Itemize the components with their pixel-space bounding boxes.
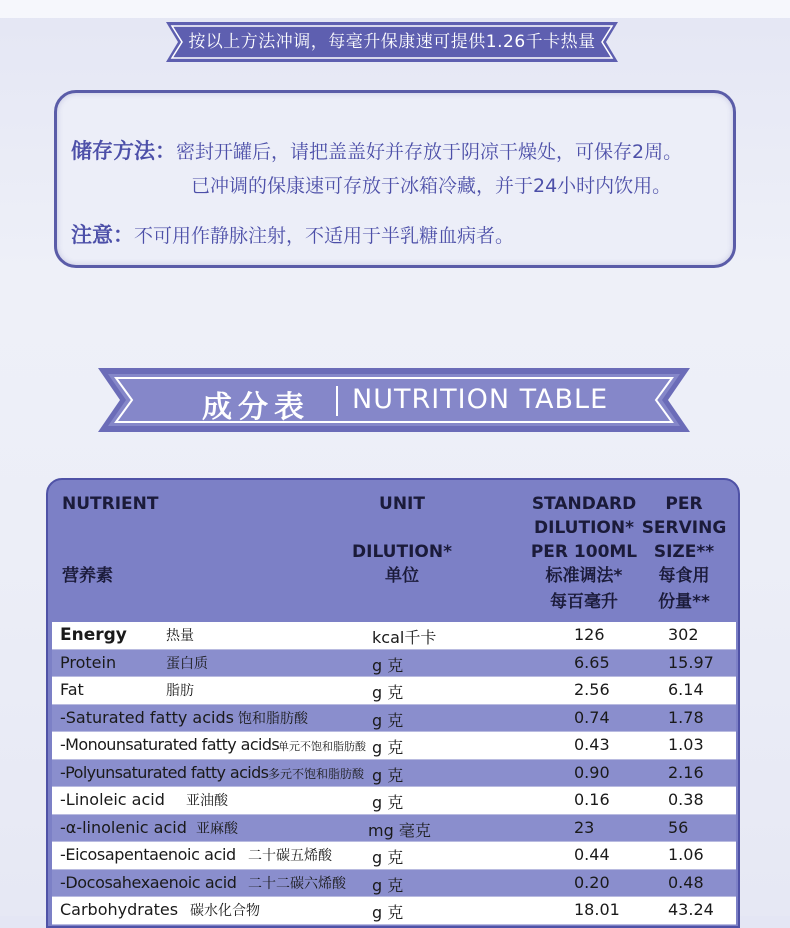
table-row xyxy=(52,870,736,898)
header-unit-cn: 单位 xyxy=(385,566,419,586)
row-name-cn: 饱和脂肪酸 xyxy=(238,710,308,727)
header-standard-3: PER 100ML xyxy=(530,542,638,562)
notice-text: 不可用作静脉注射，不适用于半乳糖血病者。 xyxy=(134,225,515,247)
table-row xyxy=(52,732,736,760)
row-name-cn: 碳水化合物 xyxy=(190,903,260,919)
row-name-cn: 二十二碳六烯酸 xyxy=(248,875,346,892)
table-row xyxy=(52,787,736,815)
row-name: Carbohydrates xyxy=(60,900,179,919)
header-per: PER xyxy=(665,494,703,514)
row-standard: 23 xyxy=(574,817,595,837)
header-standard-cn-2: 每百毫升 xyxy=(550,592,618,612)
header-unit: UNIT xyxy=(379,494,425,514)
top-strip xyxy=(0,0,790,18)
row-standard: 0.44 xyxy=(574,845,610,864)
row-name-cn: 热量 xyxy=(166,628,194,644)
row-name: -Monounsaturated fatty acids xyxy=(60,735,280,754)
row-per-serving: 0.38 xyxy=(668,790,704,809)
table-body xyxy=(52,622,736,925)
row-per-serving: 1.03 xyxy=(668,735,704,754)
header-nutrient-cn: 营养素 xyxy=(62,566,113,586)
table-row xyxy=(52,705,736,733)
banner-text: 按以上方法冲调，每毫升保康速可提供1.26千卡热量 xyxy=(188,32,596,52)
row-standard: 18.01 xyxy=(574,900,620,919)
row-standard: 0.20 xyxy=(574,872,610,892)
row-unit: mg 毫克 xyxy=(368,820,431,840)
row-name-cn: 亚麻酸 xyxy=(196,820,238,837)
row-name: Fat xyxy=(60,680,84,699)
header-standard: STANDARD xyxy=(531,494,637,514)
row-standard: 126 xyxy=(574,625,605,644)
row-name-cn: 多元不饱和脂肪酸 xyxy=(268,766,365,781)
section-title-banner xyxy=(98,368,690,432)
row-standard: 0.16 xyxy=(574,790,610,809)
row-name: -Saturated fatty acids xyxy=(60,707,234,727)
row-name-cn: 二十碳五烯酸 xyxy=(248,848,332,864)
table-row xyxy=(52,677,736,705)
row-unit: g 克 xyxy=(372,793,404,812)
header-per-cn-1: 每食用 xyxy=(658,566,710,586)
section-title-en: NUTRITION TABLE xyxy=(352,384,609,415)
notice-label: 注意： xyxy=(71,223,134,247)
row-name-cn: 亚油酸 xyxy=(186,793,228,809)
notice-line xyxy=(71,219,514,249)
row-unit: g 克 xyxy=(372,875,404,895)
storage-line-2: 已冲调的保康速可存放于冰箱冷藏，并于24小时内饮用。 xyxy=(191,175,672,197)
row-unit: g 克 xyxy=(372,738,404,757)
row-unit: g 克 xyxy=(372,710,404,730)
row-standard: 0.90 xyxy=(574,762,610,782)
table-row xyxy=(52,897,736,925)
header-nutrient: NUTRIENT xyxy=(62,494,159,514)
row-per-serving: 56 xyxy=(668,817,689,837)
row-per-serving: 0.48 xyxy=(668,872,704,892)
section-title-cn: 成分表 xyxy=(202,390,310,425)
row-name-cn: 脂肪 xyxy=(166,683,194,699)
row-name: -Polyunsaturated fatty acids xyxy=(60,762,269,782)
row-per-serving: 15.97 xyxy=(668,652,714,672)
row-unit: kcal千卡 xyxy=(372,628,437,647)
storage-text-1: 密封开罐后，请把盖盖好并存放于阴凉干燥处，可保存2周。 xyxy=(176,141,683,163)
row-name: -Docosahexaenoic acid xyxy=(60,872,237,892)
row-unit: g 克 xyxy=(372,903,404,922)
preparation-banner xyxy=(158,22,626,62)
header-per-3: SIZE** xyxy=(653,542,715,562)
row-name: Protein xyxy=(60,652,117,672)
storage-label: 储存方法： xyxy=(71,139,176,163)
row-standard: 6.65 xyxy=(574,652,610,672)
row-per-serving: 302 xyxy=(668,625,699,644)
row-standard: 0.43 xyxy=(574,735,610,754)
header-per-2: SERVING xyxy=(641,518,727,538)
table-row xyxy=(52,622,736,650)
row-per-serving: 1.06 xyxy=(668,845,704,864)
row-name-cn: 蛋白质 xyxy=(166,655,208,672)
row-per-serving: 6.14 xyxy=(668,680,704,699)
row-per-serving: 1.78 xyxy=(668,707,704,727)
storage-info-box xyxy=(54,90,736,268)
header-standard-2: DILUTION* xyxy=(534,518,634,538)
title-divider xyxy=(336,386,338,416)
row-per-serving: 43.24 xyxy=(668,900,714,919)
row-unit: g 克 xyxy=(372,765,404,785)
storage-line-1 xyxy=(71,135,682,165)
header-unit-dilution: DILUTION* xyxy=(352,542,452,562)
row-name: -Eicosapentaenoic acid xyxy=(60,845,236,864)
header-standard-cn-1: 标准调法* xyxy=(545,566,623,586)
row-unit: g 克 xyxy=(372,848,404,867)
row-standard: 2.56 xyxy=(574,680,610,699)
row-name-cn: 单元不饱和脂肪酸 xyxy=(278,740,366,753)
table-row xyxy=(52,815,736,843)
row-unit: g 克 xyxy=(372,683,404,702)
table-row xyxy=(52,842,736,870)
row-name: -Linoleic acid xyxy=(60,790,165,809)
row-name: -α-linolenic acid xyxy=(60,817,187,837)
row-per-serving: 2.16 xyxy=(668,762,704,782)
row-name: Energy xyxy=(60,625,127,645)
nutrition-table xyxy=(46,478,740,928)
row-standard: 0.74 xyxy=(574,707,610,727)
header-per-cn-2: 份量** xyxy=(658,592,710,612)
table-row xyxy=(52,650,736,678)
row-unit: g 克 xyxy=(372,655,404,675)
table-row xyxy=(52,760,736,788)
